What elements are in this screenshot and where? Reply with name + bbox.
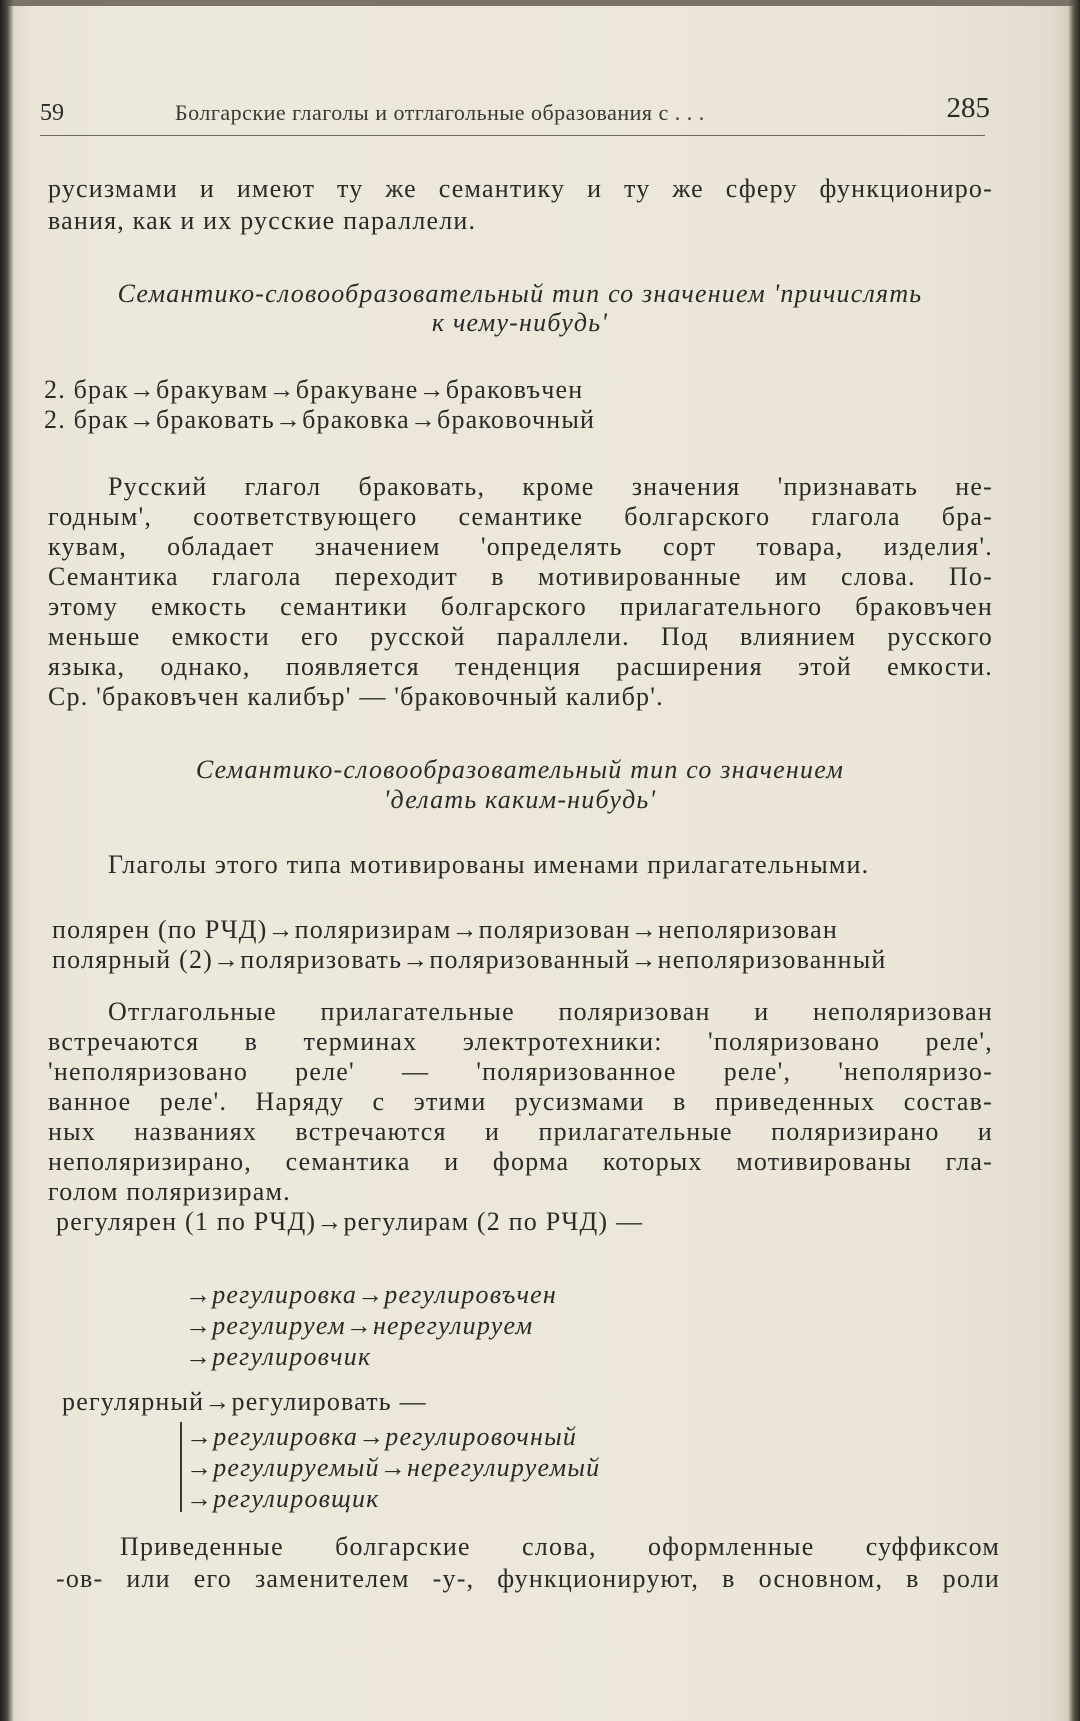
text-line: Ср. 'браковъчен калибър' — 'браковочный калибр'.: [48, 682, 664, 711]
text-line: неполяризирано, семантика и форма которых мотивированы гла-: [48, 1147, 993, 1176]
derivation-line: →регулируем→нерегулируем: [185, 1311, 534, 1340]
text-line: голом поляризирам.: [48, 1177, 291, 1206]
text-line: -ов- или его заменителем -у-, функционируют, в основном, в роли: [56, 1564, 1000, 1593]
example-line: полярен (по РЧД)→поляризирам→поляризован→неполяризован: [52, 915, 838, 944]
text-line: этому емкость семантики болгарского прилагательного браковъчен: [48, 592, 993, 621]
header-rule: [40, 135, 985, 136]
text-line: меньше емкости его русской параллели. Под влиянием русского: [48, 622, 993, 651]
derivation-line: →регулировщик: [186, 1484, 380, 1513]
derivation-line: →регулировчик: [185, 1342, 372, 1371]
text-line: Отглагольные прилагательные поляризован и неполяризован: [108, 997, 993, 1026]
page-top-edge: [0, 0, 1080, 6]
binding-shadow: [0, 0, 14, 1721]
text-line: ванное реле'. Наряду с этими русизмами в приведенных состав-: [48, 1087, 993, 1116]
text-line: Приведенные болгарские слова, оформленные суффиксом: [120, 1532, 1000, 1561]
text-line: 'неполяризовано реле' — 'поляризованное реле', 'неполяризо-: [48, 1057, 993, 1086]
derivation-line: →регулировка→регулировъчен: [185, 1280, 558, 1309]
text-line: Русский глагол браковать, кроме значения 'признавать не-: [108, 472, 993, 501]
example-line: регулярный→регулировать —: [62, 1387, 427, 1416]
section-heading: 'делать каким-нибудь': [383, 785, 657, 814]
text-line: языка, однако, появляется тенденция расширения этой емкости.: [48, 652, 993, 681]
text-line: вания, как и их русские параллели.: [48, 206, 477, 235]
example-line: регулярен (1 по РЧД)→регулирам (2 по РЧД) —: [56, 1207, 644, 1236]
derivation-line: →регулируемый→нерегулируемый: [186, 1453, 601, 1482]
page-number: 285: [946, 92, 990, 124]
section-heading: к чему-нибудь': [431, 308, 609, 337]
example-line: полярный (2)→поляризовать→поляризованный→неполяризованный: [52, 945, 887, 974]
text-line: встречаются в терминах электротехники: 'поляризовано реле',: [48, 1027, 993, 1056]
text-line: Глаголы этого типа мотивированы именами прилагательными.: [108, 850, 870, 879]
example-line: 2. брак→бракувам→бракуване→браковъчен: [44, 375, 584, 404]
section-number: 59: [40, 100, 64, 126]
text-line: русизмами и имеют ту же семантику и ту же сферу функциониро-: [48, 174, 993, 203]
text-line: ных названиях встречаются и прилагательные поляризирано и: [48, 1117, 993, 1146]
text-line: Семантика глагола переходит в мотивированные им слова. По-: [48, 562, 993, 591]
section-heading: Семантико-словообразовательный тип со значением: [195, 755, 845, 784]
text-line: годным', соответствующего семантике болгарского глагола бра-: [48, 502, 993, 531]
running-header: [40, 92, 990, 132]
text-line: кувам, обладает значением 'определять сорт товара, изделия'.: [48, 532, 993, 561]
example-line: 2. брак→браковать→браковка→браковочный: [44, 405, 596, 434]
section-heading: Семантико-словообразовательный тип со значением 'причислять: [117, 279, 923, 308]
derivation-line: →регулировка→регулировочный: [186, 1422, 578, 1451]
running-title: Болгарские глаголы и отглагольные образования с . . .: [175, 100, 705, 125]
bracket-bar: [180, 1422, 182, 1512]
